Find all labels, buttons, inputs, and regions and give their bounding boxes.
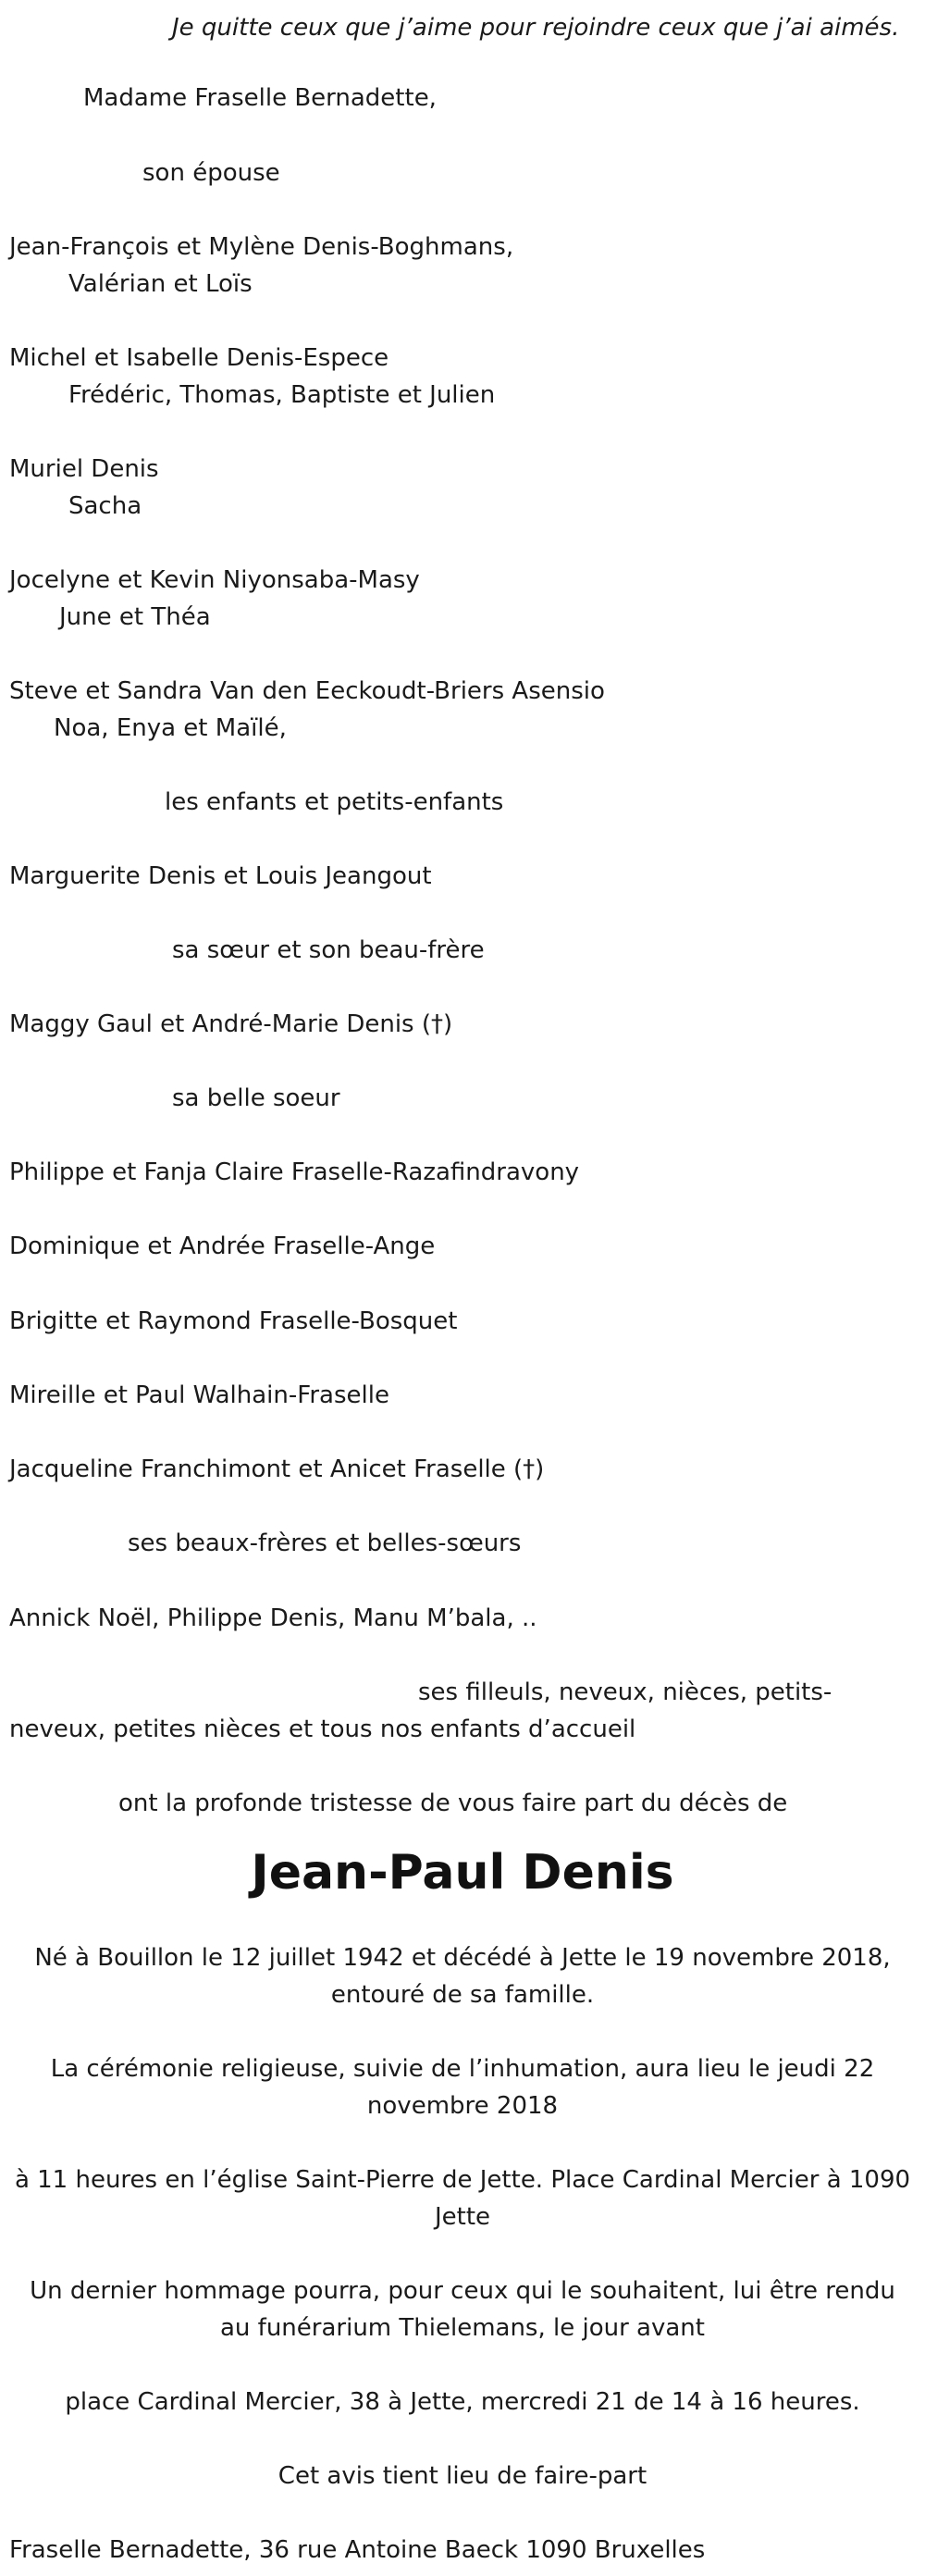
grandchildren-1: Valérian et Loïs — [68, 270, 253, 298]
tribute-place: place Cardinal Mercier, 38 à Jette, mercredi 21 de 14 à 16 heures. — [65, 2388, 860, 2416]
child-family-1: Jean-François et Mylène Denis-Boghmans, — [9, 233, 514, 261]
child-family-4: Jocelyne et Kevin Niyonsaba-Masy — [9, 566, 420, 594]
deceased-name: Jean-Paul Denis — [251, 1845, 674, 1901]
sister-names: Marguerite Denis et Louis Jeangout — [9, 862, 432, 890]
in-law-1: Philippe et Fanja Claire Fraselle-Razafindravony — [9, 1158, 580, 1186]
sister-in-law-relation: sa belle soeur — [172, 1084, 340, 1112]
in-law-2: Dominique et Andrée Fraselle-Ange — [9, 1232, 436, 1260]
location-line-2: Jette — [434, 2203, 491, 2231]
in-law-4: Mireille et Paul Walhain-Fraselle — [9, 1381, 389, 1409]
godchildren-names: Annick Noël, Philippe Denis, Manu M’bala, .. — [9, 1604, 537, 1632]
ceremony-location — [0, 2161, 925, 2235]
child-family-2: Michel et Isabelle Denis-Espece — [9, 344, 389, 372]
contact-address: Fraselle Bernadette, 36 rue Antoine Baeck 1090 Bruxelles — [9, 2536, 706, 2564]
birth-death-line-1: Né à Bouillon le 12 juillet 1942 et décédé à Jette le 19 novembre 2018, — [34, 1944, 891, 1972]
ceremony-info — [0, 2050, 925, 2124]
announcement: ont la profonde tristesse de vous faire part du décès de — [118, 1790, 788, 1817]
tribute-line-2: au funérarium Thielemans, le jour avant — [220, 2314, 705, 2342]
sister-relation: sa sœur et son beau-frère — [172, 936, 485, 964]
tribute-line-1: Un dernier hommage pourra, pour ceux qui le souhaitent, lui être rendu — [30, 2277, 895, 2305]
epigraph: Je quitte ceux que j’aime pour rejoindre ceux que j’ai aimés. — [172, 14, 900, 42]
in-law-5: Jacqueline Franchimont et Anicet Fraselle (†) — [9, 1455, 545, 1483]
in-laws-relation: ses beaux-frères et belles-sœurs — [128, 1530, 522, 1557]
notice-text: Cet avis tient lieu de faire-part — [278, 2462, 648, 2490]
birth-death-line-2: entouré de sa famille. — [330, 1981, 595, 2009]
godchildren-relation-2: neveux, petites nièces et tous nos enfants d’accueil — [9, 1715, 636, 1743]
grandchildren-2: Frédéric, Thomas, Baptiste et Julien — [68, 381, 496, 409]
birth-death-info — [0, 1939, 925, 2013]
grandchildren-4: June et Théa — [59, 603, 211, 631]
sister-in-law-names: Maggy Gaul et André-Marie Denis (†) — [9, 1010, 453, 1038]
in-law-3: Brigitte et Raymond Fraselle-Bosquet — [9, 1307, 458, 1335]
grandchildren-5: Noa, Enya et Maïlé, — [54, 714, 287, 742]
grandchildren-3: Sacha — [68, 492, 142, 520]
children-relation: les enfants et petits-enfants — [165, 788, 504, 816]
child-family-5: Steve et Sandra Van den Eeckoudt-Briers Asensio — [9, 677, 605, 705]
child-family-3: Muriel Denis — [9, 455, 159, 483]
spouse-relation: son épouse — [142, 159, 280, 187]
godchildren-relation-1: ses filleuls, neveux, nièces, petits- — [418, 1678, 832, 1706]
tribute-info — [0, 2273, 925, 2347]
spouse-name: Madame Fraselle Bernadette, — [83, 84, 437, 112]
ceremony-line-1: La cérémonie religieuse, suivie de l’inhumation, aura lieu le jeudi 22 — [50, 2055, 875, 2083]
ceremony-line-2: novembre 2018 — [366, 2092, 559, 2120]
location-line-1: à 11 heures en l’église Saint-Pierre de Jette. Place Cardinal Mercier à 1090 — [14, 2166, 911, 2194]
